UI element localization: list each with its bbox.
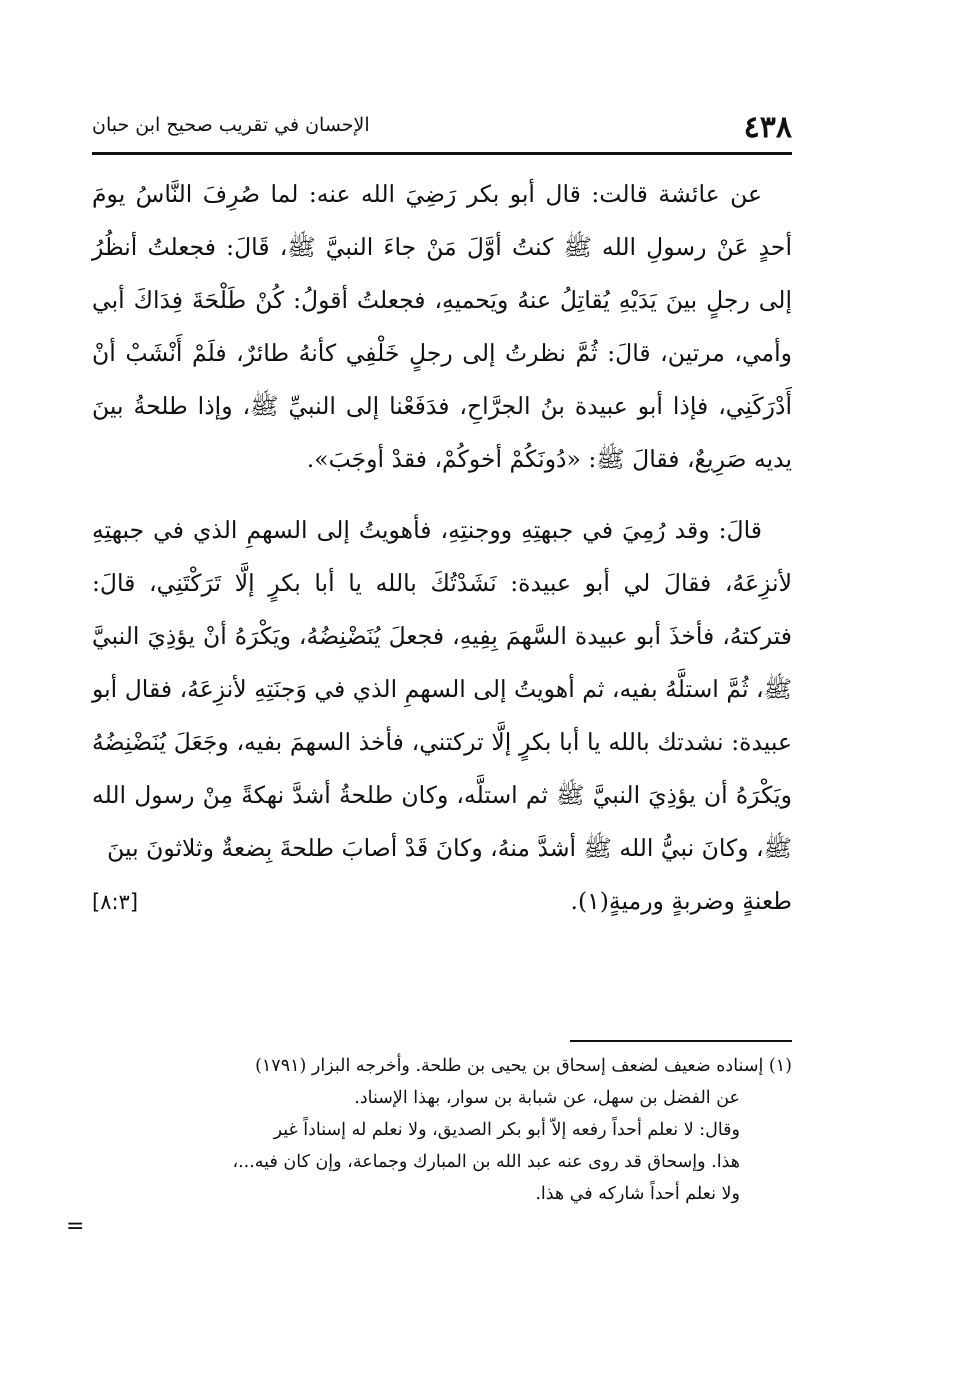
closing-line xyxy=(92,875,792,928)
footnote-line-5: ولا نعلم أحداً شاركه في هذا. xyxy=(535,1184,740,1204)
main-text xyxy=(92,168,792,928)
page-header xyxy=(92,108,792,152)
footnote-rule xyxy=(570,1040,792,1042)
paragraph-1: عن عائشة قالت: قال أبو بكر رَضِيَ الله عنه: لما صُرِفَ النَّاسُ يومَ أحدٍ عَنْ رسولِ الله ﷺ كنتُ أوَّلَ مَنْ جاءَ النبيَّ ﷺ، قَالَ: فجعلتُ أنظُرُ إلى رجلٍ بينَ يَدَيْهِ يُقاتِلُ عنهُ ويَحميهِ، فجعلتُ أقولُ: كُنْ طَلْحَةَ فِدَاكَ أبي وأمي، مرتين، قالَ: ثُمَّ نظرتُ إلى رجلٍ خَلْفِي كأنهُ طائرٌ، فلَمْ أَنْشَبْ أنْ أَدْرَكَنِي، فإذا أبو عبيدة بنُ الجرَّاحِ، فدَفَعْنا إلى النبيِّ ﷺ، وإذا طلحةُ بينَ يديه صَرِيعٌ، فقالَ ﷺ: «دُونَكُمْ أخوكُمْ، فقدْ أوجَبَ». xyxy=(92,180,792,473)
footnote-line-2: عن الفضل بن سهل، عن شبابة بن سوار، بهذا الإسناد. xyxy=(354,1088,740,1108)
paragraph-2: قالَ: وقد رُمِيَ في جبهتِهِ ووجنتِهِ، فأهويتُ إلى السهمِ الذي في جبهتِهِ لأنزِعَهُ، فقالَ لي أبو عبيدة: نَشَدْتُكَ بالله يا أبا بكرٍ إلَّا تَرَكْتَنِي، قالَ: فتركتهُ، فأخذَ أبو عبيدة السَّهمَ بِفِيهِ، فجعلَ يُنَضْنِضُهُ، ويَكْرَهُ أنْ يؤذِيَ النبيَّ ﷺ، ثُمَّ استلَّهُ بفيه، ثم أهويتُ إلى السهمِ الذي في وَجنَتِهِ لأنزِعَهُ، فقال أبو عبيدة: نشدتك بالله يا أبا بكرٍ إلَّا تركتني، فأخذ السهمَ بفيه، وجَعَلَ يُنَضْنِضُهُ ويَكْرَهُ أن يؤذِيَ النبيَّ ﷺ ثم استلَّه، وكان طلحةُ أشدَّ نهكةً مِنْ رسول الله ﷺ، وكانَ نبيُّ الله ﷺ أشدَّ منهُ، وكانَ قَدْ أصابَ طلحةَ بِضعةٌ وثلاثونَ بينَ xyxy=(92,516,792,862)
footnote-line-1: (١) إسناده ضعيف لضعف إسحاق بن يحيى بن طلحة. وأخرجه البزار (١٧٩١) xyxy=(255,1056,792,1076)
running-title: الإحسان في تقريب صحيح ابن حبان xyxy=(92,114,370,136)
closing-text: طعنةٍ وضربةٍ ورميةٍ(١). xyxy=(570,887,792,915)
header-rule xyxy=(92,152,792,155)
footnotes xyxy=(92,1050,792,1210)
margin-mark: = xyxy=(66,1214,85,1239)
page-number: ٤٣٨ xyxy=(743,110,792,145)
footnote-line-4: هذا. وإسحاق قد روى عنه عبد الله بن المبارك وجماعة، وإن كان فيه...، xyxy=(232,1152,740,1172)
footnote-line-3: وقال: لا نعلم أحداً رفعه إلاّ أبو بكر الصديق، ولا نعلم له إسناداً غير xyxy=(273,1120,740,1140)
source-reference: [٨:٣] xyxy=(92,890,139,914)
